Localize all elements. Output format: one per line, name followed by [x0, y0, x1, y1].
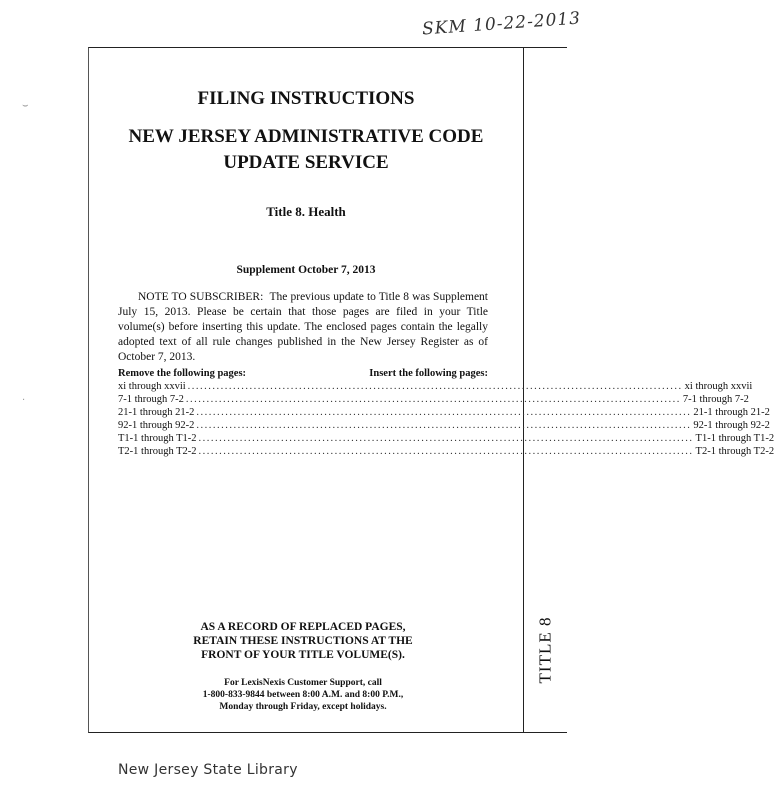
support-line: 1-800-833-9844 between 8:00 A.M. and 8:00 P.M., — [202, 690, 404, 700]
insert-pages: T1-1 through T1-2 — [695, 433, 774, 444]
insert-pages: 7-1 through 7-2 — [682, 394, 749, 405]
note-body: The previous update to Title 8 was Supplement July 15, 2013. Please be certain that those pages are filed in your Title volume(s) before inserting this update. The enclosed pages contain the legally adopted text of all rule changes published in the New Jersey Register as of October 7, 2013. — [118, 291, 488, 363]
spine-label — [524, 600, 566, 700]
insert-pages: T2-1 through T2-2 — [695, 446, 774, 457]
library-stamp: New Jersey State Library — [118, 762, 298, 778]
pages-table-header — [118, 367, 488, 380]
remove-pages: 7-1 through 7-2 — [118, 394, 184, 405]
scan-speck: ⌣ — [22, 100, 29, 111]
leader-dots: ........................................................................................................................ — [196, 407, 692, 418]
remove-header: Remove the following pages: — [118, 368, 247, 379]
remove-pages: T2-1 through T2-2 — [118, 446, 197, 457]
insert-header: Insert the following pages: — [369, 368, 488, 379]
title-name: Title 8. Health — [266, 204, 346, 219]
subscriber-note — [118, 290, 488, 365]
table-row — [118, 380, 753, 393]
leader-dots: ........................................................................................................................ — [187, 381, 683, 392]
document-title: FILING INSTRUCTIONS — [197, 88, 415, 109]
table-row — [118, 393, 749, 406]
document-subtitle — [100, 124, 512, 176]
leader-dots: ........................................................................................................................ — [196, 420, 692, 431]
record-line: RETAIN THESE INSTRUCTIONS AT THE — [193, 635, 413, 647]
support-line: Monday through Friday, except holidays. — [219, 702, 387, 712]
record-line: AS A RECORD OF REPLACED PAGES, — [200, 621, 406, 633]
record-notice — [118, 620, 488, 662]
remove-pages: T1-1 through T1-2 — [118, 433, 197, 444]
supplement-date: Supplement October 7, 2013 — [236, 264, 376, 276]
leader-dots: ........................................................................................................................ — [198, 433, 694, 444]
leader-dots: ........................................................................................................................ — [185, 394, 681, 405]
support-line: For LexisNexis Customer Support, call — [224, 678, 382, 688]
pages-table — [118, 367, 774, 458]
insert-pages: 21-1 through 21-2 — [693, 407, 770, 418]
record-line: FRONT OF YOUR TITLE VOLUME(S). — [201, 649, 405, 661]
subtitle-line-2: UPDATE SERVICE — [223, 152, 389, 173]
leader-dots: ........................................................................................................................ — [198, 446, 694, 457]
table-row — [118, 419, 770, 432]
table-row — [118, 432, 774, 445]
insert-pages: xi through xxvii — [684, 381, 753, 392]
table-row — [118, 445, 774, 458]
table-row — [118, 406, 770, 419]
spine-label-text: TITLE 8 — [535, 616, 555, 684]
note-lead: NOTE TO SUBSCRIBER: — [138, 291, 264, 303]
handwritten-note: SKM 10-22-2013 — [421, 8, 582, 40]
scan-speck: · — [22, 395, 26, 406]
remove-pages: 92-1 through 92-2 — [118, 420, 195, 431]
subtitle-line-1: NEW JERSEY ADMINISTRATIVE CODE — [128, 126, 484, 147]
remove-pages: xi through xxvii — [118, 381, 186, 392]
remove-pages: 21-1 through 21-2 — [118, 407, 195, 418]
customer-support — [118, 677, 488, 713]
insert-pages: 92-1 through 92-2 — [693, 420, 770, 431]
